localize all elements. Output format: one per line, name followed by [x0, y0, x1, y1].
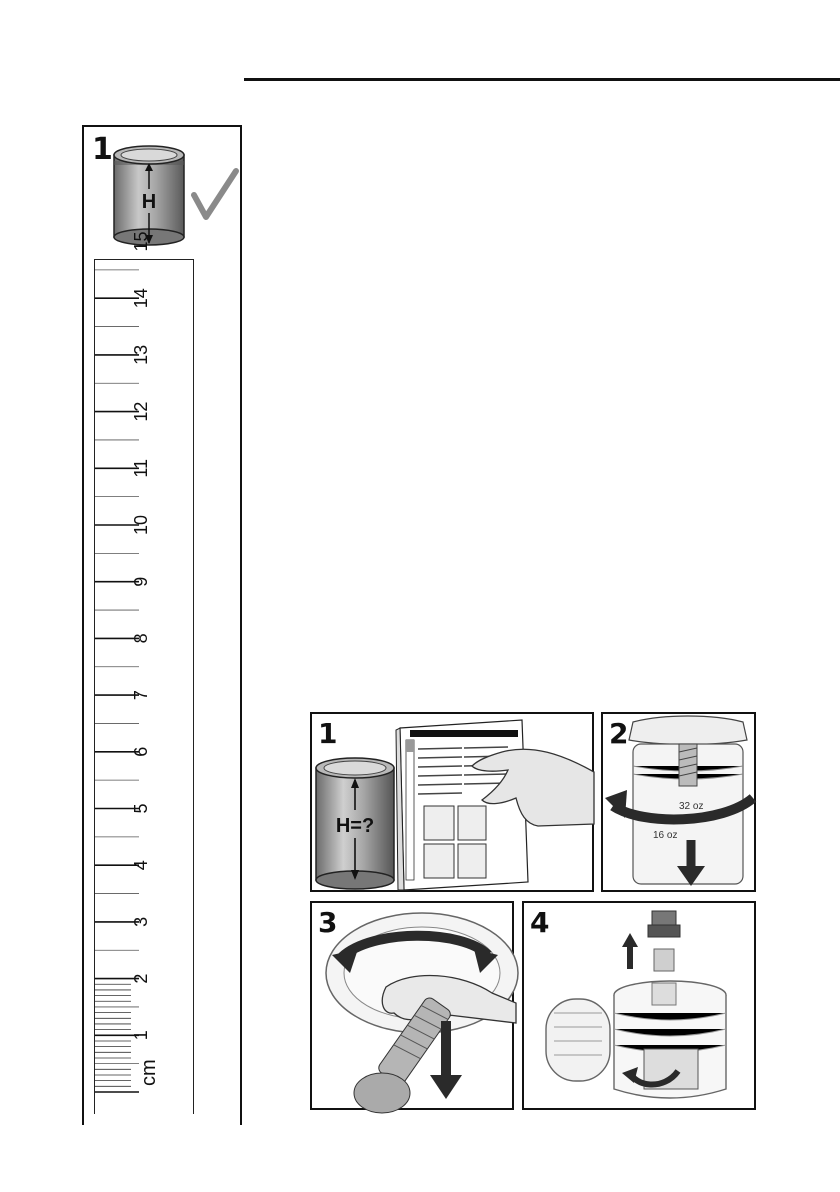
can-height-question: H=? — [335, 815, 375, 837]
ruler-label-8: 8 — [131, 633, 151, 644]
ruler-label-4: 4 — [131, 860, 151, 871]
ruler-label-13: 13 — [131, 344, 151, 365]
down-arrow-icon — [430, 1075, 462, 1099]
ruler-label-12: 12 — [131, 401, 151, 422]
instruction-panel-1 — [310, 712, 594, 892]
strip-step-number: 1 — [92, 132, 113, 167]
ruler-label-15: 15 — [131, 231, 151, 252]
booklet-icon — [396, 720, 528, 890]
reassemble-illustration — [524, 903, 758, 1112]
instruction-panel-4 — [522, 901, 756, 1110]
ruler-label-9: 9 — [131, 576, 151, 587]
panel-step-number: 1 — [318, 717, 338, 750]
ruler-label-2: 2 — [131, 973, 151, 984]
measure-can-illustration — [312, 714, 596, 894]
ruler-label-10: 10 — [131, 514, 151, 536]
lid-part — [546, 999, 610, 1081]
can-height-label: H — [141, 191, 157, 213]
up-arrow-icon — [622, 933, 638, 947]
ruler-label-3: 3 — [131, 916, 151, 927]
remove-agitator-illustration — [312, 903, 516, 1112]
ruler-label-7: 7 — [131, 690, 151, 701]
jar-mark-32: 32 oz — [679, 801, 704, 812]
ruler-label-6: 6 — [131, 746, 151, 757]
ruler-label-14: 14 — [131, 288, 151, 309]
panel-step-number: 4 — [530, 906, 550, 939]
panel-step-number: 3 — [318, 906, 338, 939]
jar-mark-16: 16 oz — [653, 830, 678, 841]
ruler-label-11: 11 — [131, 458, 151, 478]
ruler-scale — [94, 231, 194, 1114]
ruler-label-5: 5 — [131, 803, 151, 814]
panel-step-number: 2 — [609, 717, 629, 750]
instruction-panel-2 — [601, 712, 756, 892]
ruler-ticks — [95, 231, 195, 1115]
header-rule — [244, 78, 840, 81]
ruler-label-1: 1 — [131, 1030, 151, 1041]
instruction-panel-3 — [310, 901, 514, 1110]
ruler-unit-label: cm — [138, 1059, 160, 1086]
checkmark-icon — [190, 167, 240, 223]
